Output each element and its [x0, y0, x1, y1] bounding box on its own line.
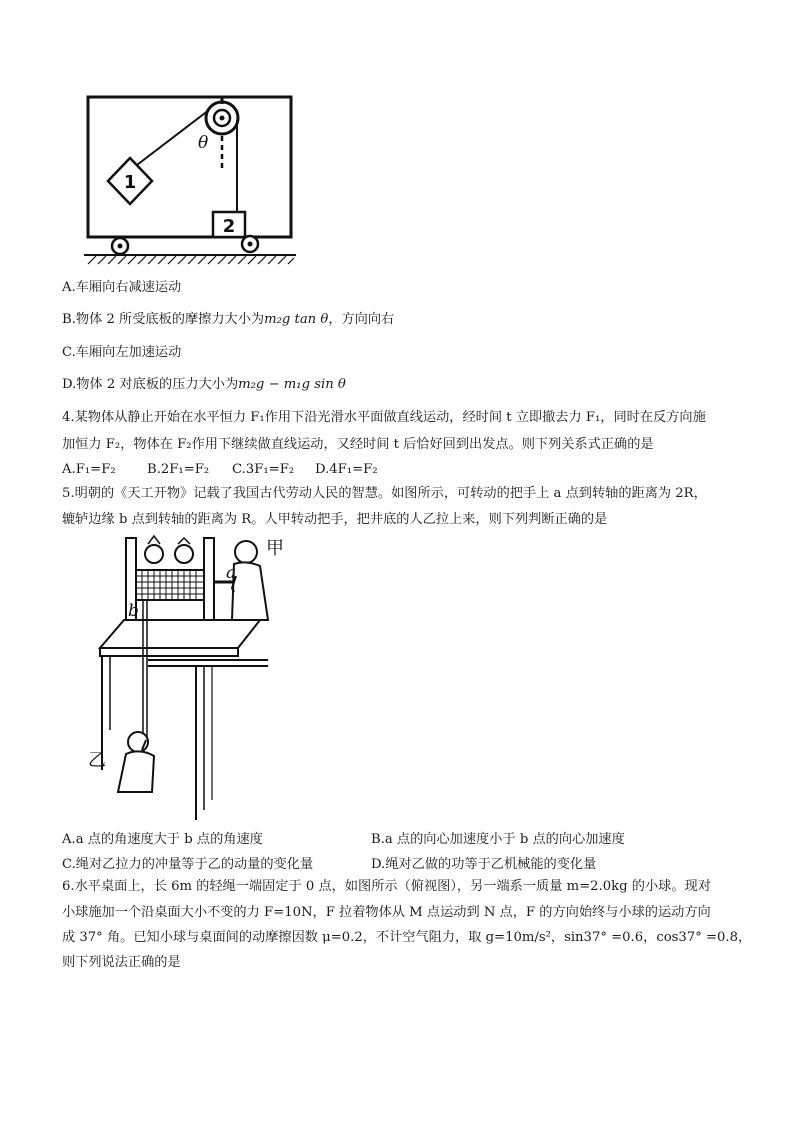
- q3-option-a: A.车厢向右减速运动: [62, 280, 182, 295]
- q6-stem-line1: 6.水平桌面上，长 6m 的轻绳一端固定于 0 点，如图所示（俯视图），另一端系一质量 m=2.0kg 的小球。现对: [62, 879, 711, 894]
- q3-option-b-formula: m₂g tan θ: [264, 312, 329, 327]
- carriage-figure: [80, 90, 300, 270]
- label-jia: 甲: [266, 538, 284, 559]
- q5-option-a: A.a 点的角速度大于 b 点的角速度: [62, 832, 263, 847]
- label-b: b: [128, 601, 139, 621]
- q5-option-d: D.绳对乙做的功等于乙机械能的变化量: [371, 857, 597, 872]
- q3-option-b: [62, 312, 394, 328]
- block-1-label: 1: [123, 172, 137, 193]
- q4-stem-line2: 加恒力 F₂，物体在 F₂作用下继续做直线运动，又经时间 t 后恰好回到出发点。则下列关系式正确的是: [62, 437, 654, 452]
- q3-option-d: [62, 377, 346, 393]
- label-a: a: [226, 563, 237, 583]
- q6-stem-line3: 成 37° 角。已知小球与桌面间的动摩擦因数 μ=0.2，不计空气阻力，取 g=10m/s²，sin37° =0.6，cos37° =0.8，: [62, 930, 752, 945]
- q4-stem-line1: 4.某物体从静止开始在水平恒力 F₁作用下沿光滑水平面做直线运动，经时间 t 立即撤去力 F₁，同时在反方向施: [62, 410, 706, 425]
- q3-option-c: C.车厢向左加速运动: [62, 345, 182, 360]
- q4-option-a: A.F₁=F₂: [62, 462, 116, 477]
- q3-option-b-text: B.物体 2 所受底板的摩擦力大小为: [62, 312, 265, 327]
- q5-option-b: B.a 点的向心加速度小于 b 点的向心加速度: [371, 832, 625, 847]
- q4-option-b: B.2F₁=F₂: [147, 462, 210, 477]
- q4-option-d: D.4F₁=F₂: [315, 462, 378, 477]
- block-2-label: 2: [222, 216, 236, 237]
- theta-label: θ: [198, 133, 209, 153]
- q3-option-d-text: D.物体 2 对底板的压力大小为: [62, 377, 239, 392]
- windlass-figure: [88, 530, 298, 820]
- label-yi: 乙: [88, 750, 106, 771]
- q3-option-b-suffix: ，方向向右: [328, 312, 395, 327]
- q6-stem-line4: 则下列说法正确的是: [62, 955, 181, 970]
- q5-option-c: C.绳对乙拉力的冲量等于乙的动量的变化量: [62, 857, 314, 872]
- q5-stem-line2: 辘轳边缘 b 点到转轴的距离为 R。人甲转动把手，把井底的人乙拉上来，则下列判断正确的是: [62, 512, 608, 527]
- q3-option-d-formula: m₂g − m₁g sin θ: [238, 377, 346, 392]
- q5-stem-line1: 5.明朝的《天工开物》记载了我国古代劳动人民的智慧。如图所示，可转动的把手上 a 点到转轴的距离为 2R，: [62, 486, 707, 501]
- q4-option-c: C.3F₁=F₂: [232, 462, 295, 477]
- q6-stem-line2: 小球施加一个沿桌面大小不变的力 F=10N，F 拉着物体从 M 点运动到 N 点，F 的方向始终与小球的运动方向: [62, 905, 711, 920]
